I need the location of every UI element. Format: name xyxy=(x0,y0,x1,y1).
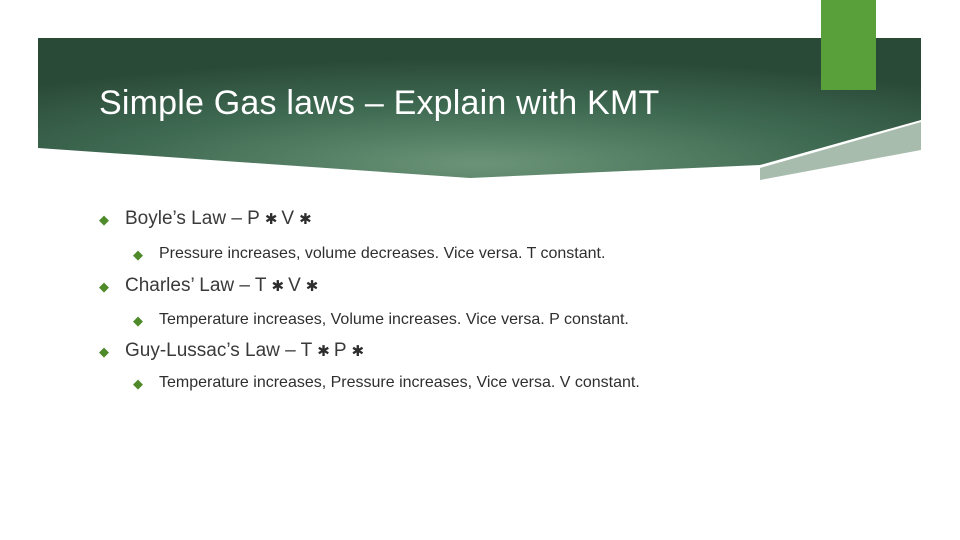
bullet-boyles-law xyxy=(99,208,316,230)
law-variable: V xyxy=(281,208,295,229)
asterisk-icon: ✱ xyxy=(271,278,285,295)
law-label: Guy-Lussac’s Law – T xyxy=(125,340,313,361)
bullet-charles-law xyxy=(99,275,322,297)
law-variable: P xyxy=(333,340,347,361)
slide-title: Simple Gas laws – Explain with KMT xyxy=(99,84,660,122)
bullet-guy-lussac-law xyxy=(99,340,368,362)
law-description: Temperature increases, Pressure increases, Vice versa. V constant. xyxy=(159,374,640,391)
asterisk-icon: ✱ xyxy=(305,278,319,295)
law-description: Temperature increases, Volume increases. Vice versa. P constant. xyxy=(159,311,629,328)
sub-bullet-boyles-law xyxy=(133,245,605,263)
diamond-icon: ◆ xyxy=(99,211,109,227)
law-label: Boyle’s Law – P xyxy=(125,208,260,229)
sub-bullet-charles-law xyxy=(133,311,629,329)
law-variable: V xyxy=(288,275,301,296)
diamond-icon: ◆ xyxy=(133,246,143,262)
accent-tab xyxy=(821,0,876,90)
asterisk-icon: ✱ xyxy=(299,211,312,228)
law-label: Charles’ Law – T xyxy=(125,275,267,296)
asterisk-icon: ✱ xyxy=(264,211,278,228)
law-description: Pressure increases, volume decreases. Vice versa. T constant. xyxy=(159,245,606,262)
asterisk-icon: ✱ xyxy=(317,343,330,360)
diamond-icon: ◆ xyxy=(133,375,143,391)
diamond-icon: ◆ xyxy=(99,278,109,294)
diamond-icon: ◆ xyxy=(99,343,109,359)
diamond-icon: ◆ xyxy=(133,312,143,328)
sub-bullet-guy-lussac-law xyxy=(133,374,640,392)
asterisk-icon: ✱ xyxy=(351,343,365,360)
